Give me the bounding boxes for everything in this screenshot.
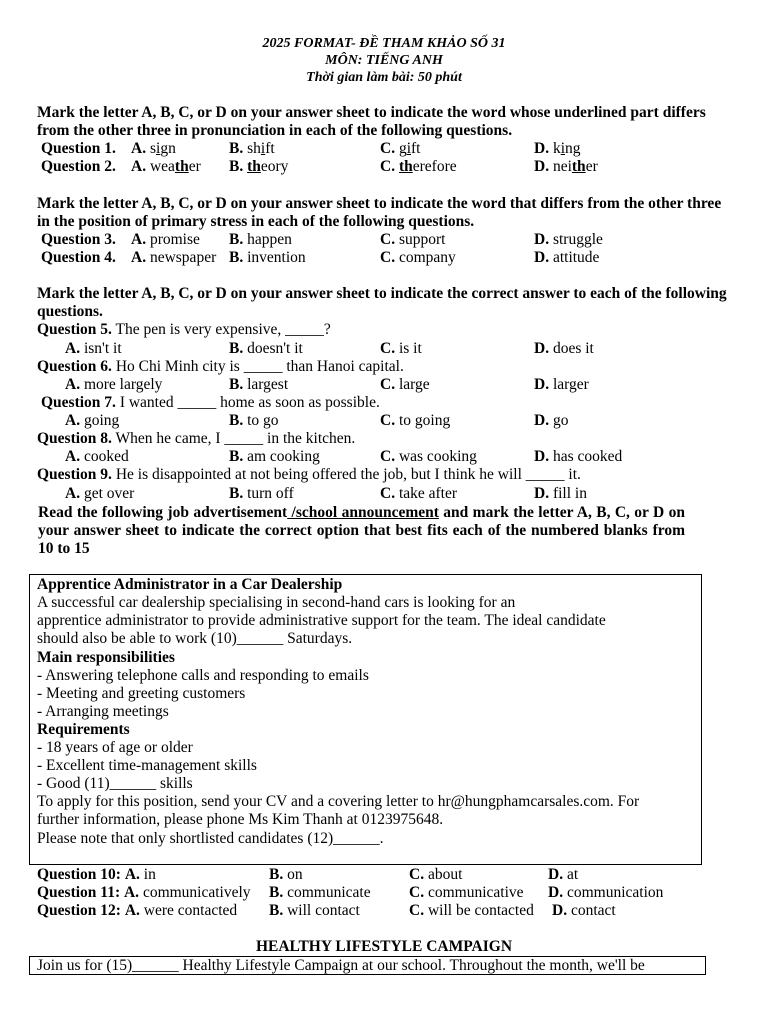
q10-option-c: C. about (409, 866, 463, 883)
q5-options (0, 340, 768, 358)
q1-label: Question 1. (41, 140, 116, 157)
q3-label: Question 3. (41, 231, 116, 248)
q5-option-c: C. is it (380, 340, 422, 357)
q5-option-b: B. doesn't it (229, 340, 303, 357)
q11-option-b: B. communicate (269, 884, 371, 901)
q8-options (0, 448, 768, 466)
q11-option-d: D. communication (548, 884, 664, 901)
responsibility-3: - Arranging meetings (37, 703, 169, 720)
q6-stem: Question 6. Ho Chi Minh city is _____ than Hanoi capital. (37, 358, 404, 375)
q12-option-b: B. will contact (269, 902, 360, 919)
ad-line-3: should also be able to work (10)______ Saturdays. (37, 630, 353, 647)
q9-option-b: B. turn off (229, 485, 294, 502)
q2-option-d: D. neither (534, 158, 598, 175)
q4-label: Question 4. (41, 249, 116, 266)
q7-options (0, 412, 768, 430)
q4-option-d: D. attitude (534, 249, 600, 266)
q7-stem: Question 7. I wanted _____ home as soon as possible. (41, 394, 380, 411)
q2-option-a: A. weather (131, 158, 201, 175)
q4-option-c: C. company (380, 249, 456, 266)
q1-option-a: A. sign (131, 140, 176, 157)
exam-title: 2025 FORMAT- ĐỀ THAM KHẢO SỐ 31 (262, 36, 506, 51)
q9-option-a: A. get over (65, 485, 135, 502)
q6-options (0, 376, 768, 394)
q3-option-b: B. happen (229, 231, 292, 248)
q7-option-d: D. go (534, 412, 569, 429)
question-3 (0, 231, 768, 249)
question-2 (0, 158, 768, 176)
q6-option-a: A. more largely (65, 376, 163, 393)
q9-option-d: D. fill in (534, 485, 587, 502)
requirement-1: - 18 years of age or older (37, 739, 193, 756)
q8-option-b: B. am cooking (229, 448, 320, 465)
q5-stem: Question 5. The pen is very expensive, _____? (37, 321, 331, 338)
question-12 (0, 902, 768, 920)
q11-option-c: C. communicative (409, 884, 524, 901)
apply-line-2: further information, please phone Ms Kim Thanh at 0123975648. (37, 811, 444, 828)
section1-instruction: Mark the letter A, B, C, or D on your answer sheet to indicate the word whose underlined part differs from the other three in pronunciation in each of the following questions. (37, 104, 706, 139)
q7-option-a: A. going (65, 412, 120, 429)
q4-option-a: A. newspaper (131, 249, 217, 266)
q1-option-c: C. gift (380, 140, 421, 157)
campaign-title: HEALTHY LIFESTYLE CAMPAIGN (255, 938, 513, 955)
question-10 (0, 866, 768, 884)
q6-option-b: B. largest (229, 376, 289, 393)
q6-option-c: C. large (380, 376, 430, 393)
q9-option-c: C. take after (380, 485, 458, 502)
q2-option-c: C. therefore (380, 158, 457, 175)
q10-option-b: B. on (269, 866, 303, 883)
time-limit: Thời gian làm bài: 50 phút (306, 70, 462, 85)
q1-option-d: D. king (534, 140, 581, 157)
reading-instruction: Read the following job advertisement /school announcement and mark the letter A, B, C, or D on your answer sheet to indicate the correct option that best fits each of the numbered blanks from 10 to 15 (38, 504, 685, 557)
q1-option-b: B. shift (229, 140, 275, 157)
subject-title: MÔN: TIẾNG ANH (325, 53, 443, 68)
q8-stem: Question 8. When he came, I _____ in the kitchen. (37, 430, 356, 447)
section3-instruction: Mark the letter A, B, C, or D on your answer sheet to indicate the correct answer to each of the following questions. (37, 285, 727, 320)
q12-option-d: D. contact (552, 902, 616, 919)
campaign-box (29, 956, 706, 975)
q7-option-b: B. to go (229, 412, 279, 429)
responsibility-1: - Answering telephone calls and responding to emails (37, 667, 369, 684)
ad-line-2: apprentice administrator to provide administrative support for the team. The ideal candidate (37, 612, 606, 629)
question-4 (0, 249, 768, 267)
job-advertisement (29, 574, 702, 865)
apply-line-1: To apply for this position, send your CV and a covering letter to hr@hungphamcarsales.com. For (37, 793, 640, 810)
q12-option-c: C. will be contacted (409, 902, 534, 919)
q10-option-d: D. at (548, 866, 579, 883)
q8-option-d: D. has cooked (534, 448, 623, 465)
q12-option-a: Question 12: A. were contacted (37, 902, 238, 919)
requirement-3: - Good (11)______ skills (37, 775, 193, 792)
question-11 (0, 884, 768, 902)
responsibilities-heading: Main responsibilities (37, 649, 175, 666)
requirement-2: - Excellent time-management skills (37, 757, 257, 774)
q9-stem: Question 9. He is disappointed at not being offered the job, but I think he will _____ it. (37, 466, 581, 483)
q10-option-a: Question 10: A. in (37, 866, 156, 883)
q5-option-d: D. does it (534, 340, 594, 357)
q2-option-b: B. theory (229, 158, 289, 175)
ad-line-1: A successful car dealership specialising in second-hand cars is looking for an (37, 594, 516, 611)
q3-option-a: A. promise (131, 231, 200, 248)
q7-option-c: C. to going (380, 412, 451, 429)
ad-note: Please note that only shortlisted candidates (12)______. (37, 830, 384, 847)
q5-option-a: A. isn't it (65, 340, 122, 357)
q2-label: Question 2. (41, 158, 116, 175)
q8-option-a: A. cooked (65, 448, 129, 465)
section2-instruction: Mark the letter A, B, C, or D on your answer sheet to indicate the word that differs from the other three in the position of primary stress in each of the following questions. (37, 195, 722, 230)
responsibility-2: - Meeting and greeting customers (37, 685, 246, 702)
requirements-heading: Requirements (37, 721, 130, 738)
q8-option-c: C. was cooking (380, 448, 477, 465)
q4-option-b: B. invention (229, 249, 306, 266)
q11-option-a: Question 11: A. communicatively (37, 884, 251, 901)
q6-option-d: D. larger (534, 376, 589, 393)
campaign-line-1: Join us for (15)______ Healthy Lifestyle Campaign at our school. Throughout the month, we'll be (37, 957, 645, 974)
q3-option-c: C. support (380, 231, 446, 248)
q9-options (0, 485, 768, 503)
q3-option-d: D. struggle (534, 231, 603, 248)
ad-title: Apprentice Administrator in a Car Dealership (37, 576, 343, 593)
question-1 (0, 140, 768, 158)
